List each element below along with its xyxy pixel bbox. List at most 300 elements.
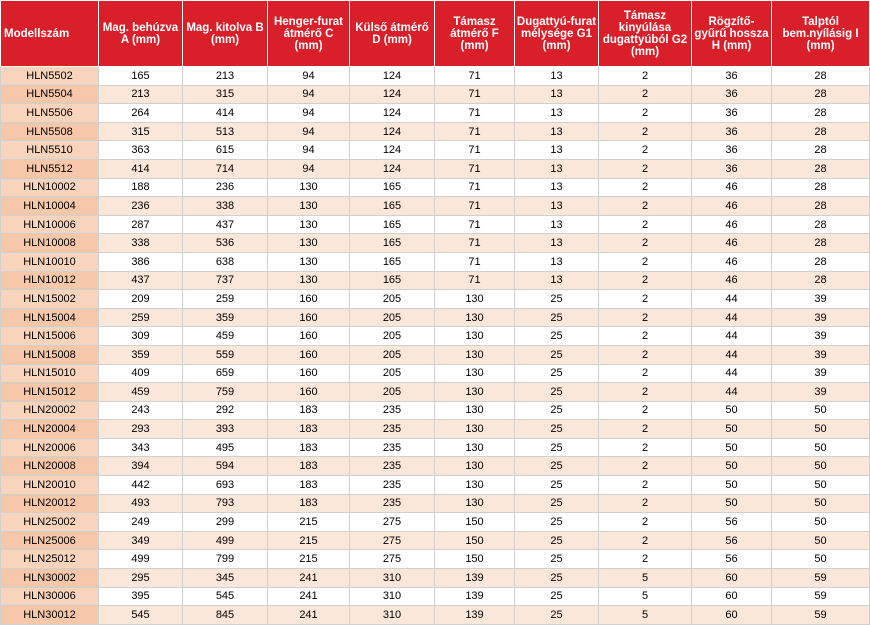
header-row <box>1 1 870 67</box>
table-cell: 215 <box>268 531 350 550</box>
table-cell: 2 <box>599 85 692 104</box>
table-cell: 714 <box>183 159 268 178</box>
table-row <box>1 252 870 271</box>
table-cell: 25 <box>515 420 599 439</box>
table-cell: 130 <box>435 457 515 476</box>
table-cell: 2 <box>599 383 692 402</box>
table-cell: 2 <box>599 67 692 86</box>
table-cell: 215 <box>268 513 350 532</box>
table-cell: 414 <box>183 104 268 123</box>
table-cell: 25 <box>515 476 599 495</box>
table-cell: 499 <box>99 550 183 569</box>
model-number-cell: HLN10006 <box>1 215 99 234</box>
table-cell: 50 <box>692 401 772 420</box>
model-number-cell: HLN5508 <box>1 122 99 141</box>
table-row <box>1 438 870 457</box>
model-number-cell: HLN20010 <box>1 476 99 495</box>
table-cell: 437 <box>99 271 183 290</box>
table-cell: 615 <box>183 141 268 160</box>
table-cell: 124 <box>350 104 435 123</box>
table-cell: 39 <box>772 327 870 346</box>
column-header: Külső átmérő D (mm) <box>350 1 435 67</box>
model-number-cell: HLN20002 <box>1 401 99 420</box>
table-cell: 130 <box>435 308 515 327</box>
table-cell: 293 <box>99 420 183 439</box>
table-row <box>1 401 870 420</box>
table-cell: 2 <box>599 550 692 569</box>
table-row <box>1 476 870 495</box>
table-cell: 50 <box>692 438 772 457</box>
table-cell: 71 <box>435 159 515 178</box>
table-cell: 59 <box>772 606 870 625</box>
table-row <box>1 234 870 253</box>
model-number-cell: HLN20004 <box>1 420 99 439</box>
table-cell: 50 <box>772 476 870 495</box>
table-cell: 545 <box>99 606 183 625</box>
table-cell: 44 <box>692 308 772 327</box>
table-cell: 359 <box>183 308 268 327</box>
table-cell: 28 <box>772 178 870 197</box>
table-cell: 28 <box>772 159 870 178</box>
table-cell: 130 <box>435 383 515 402</box>
table-cell: 60 <box>692 587 772 606</box>
table-cell: 25 <box>515 550 599 569</box>
table-cell: 349 <box>99 531 183 550</box>
table-cell: 165 <box>350 234 435 253</box>
table-cell: 50 <box>772 420 870 439</box>
table-cell: 2 <box>599 327 692 346</box>
table-row <box>1 67 870 86</box>
table-cell: 94 <box>268 159 350 178</box>
model-number-cell: HLN25012 <box>1 550 99 569</box>
model-number-cell: HLN5504 <box>1 85 99 104</box>
table-cell: 459 <box>99 383 183 402</box>
table-row <box>1 271 870 290</box>
table-cell: 2 <box>599 364 692 383</box>
table-cell: 160 <box>268 383 350 402</box>
table-cell: 235 <box>350 476 435 495</box>
table-cell: 693 <box>183 476 268 495</box>
model-number-cell: HLN20012 <box>1 494 99 513</box>
column-header: Talptól bem.nyílásig I (mm) <box>772 1 870 67</box>
table-cell: 25 <box>515 364 599 383</box>
table-cell: 183 <box>268 494 350 513</box>
table-cell: 139 <box>435 587 515 606</box>
table-row <box>1 587 870 606</box>
table-row <box>1 513 870 532</box>
table-cell: 205 <box>350 308 435 327</box>
table-cell: 44 <box>692 290 772 309</box>
table-cell: 386 <box>99 252 183 271</box>
table-cell: 130 <box>435 476 515 495</box>
table-cell: 28 <box>772 85 870 104</box>
table-cell: 2 <box>599 141 692 160</box>
table-cell: 130 <box>435 438 515 457</box>
table-cell: 94 <box>268 104 350 123</box>
table-cell: 205 <box>350 345 435 364</box>
table-cell: 13 <box>515 271 599 290</box>
table-cell: 25 <box>515 587 599 606</box>
table-cell: 359 <box>99 345 183 364</box>
table-cell: 2 <box>599 308 692 327</box>
table-cell: 124 <box>350 67 435 86</box>
model-number-cell: HLN25002 <box>1 513 99 532</box>
table-row <box>1 531 870 550</box>
column-header: Mag. kitolva B (mm) <box>183 1 268 67</box>
table-cell: 545 <box>183 587 268 606</box>
table-row <box>1 215 870 234</box>
table-cell: 44 <box>692 327 772 346</box>
table-cell: 13 <box>515 234 599 253</box>
table-cell: 130 <box>268 252 350 271</box>
table-cell: 28 <box>772 122 870 141</box>
model-number-cell: HLN30012 <box>1 606 99 625</box>
table-cell: 249 <box>99 513 183 532</box>
table-row <box>1 122 870 141</box>
table-cell: 50 <box>772 531 870 550</box>
table-row <box>1 345 870 364</box>
table-cell: 338 <box>99 234 183 253</box>
table-cell: 205 <box>350 364 435 383</box>
model-number-cell: HLN15002 <box>1 290 99 309</box>
table-body <box>1 67 870 625</box>
table-cell: 71 <box>435 234 515 253</box>
table-cell: 39 <box>772 308 870 327</box>
table-cell: 205 <box>350 290 435 309</box>
model-number-cell: HLN15004 <box>1 308 99 327</box>
table-cell: 5 <box>599 569 692 588</box>
table-cell: 130 <box>435 290 515 309</box>
table-cell: 124 <box>350 141 435 160</box>
table-cell: 493 <box>99 494 183 513</box>
table-cell: 235 <box>350 457 435 476</box>
table-cell: 235 <box>350 494 435 513</box>
table-cell: 2 <box>599 513 692 532</box>
table-cell: 241 <box>268 606 350 625</box>
table-cell: 130 <box>435 494 515 513</box>
table-cell: 25 <box>515 308 599 327</box>
table-cell: 25 <box>515 569 599 588</box>
table-cell: 315 <box>183 85 268 104</box>
column-header: Mag. behúzva A (mm) <box>99 1 183 67</box>
table-cell: 94 <box>268 67 350 86</box>
table-cell: 150 <box>435 531 515 550</box>
table-cell: 235 <box>350 420 435 439</box>
table-cell: 13 <box>515 67 599 86</box>
table-cell: 50 <box>772 513 870 532</box>
table-cell: 46 <box>692 178 772 197</box>
table-cell: 393 <box>183 420 268 439</box>
table-cell: 13 <box>515 122 599 141</box>
model-number-cell: HLN5502 <box>1 67 99 86</box>
table-row <box>1 141 870 160</box>
table-cell: 409 <box>99 364 183 383</box>
table-cell: 559 <box>183 345 268 364</box>
table-cell: 165 <box>350 197 435 216</box>
table-cell: 94 <box>268 141 350 160</box>
table-cell: 394 <box>99 457 183 476</box>
table-row <box>1 197 870 216</box>
table-cell: 46 <box>692 197 772 216</box>
table-row <box>1 550 870 569</box>
table-cell: 59 <box>772 569 870 588</box>
table-cell: 25 <box>515 531 599 550</box>
table-cell: 139 <box>435 606 515 625</box>
table-cell: 845 <box>183 606 268 625</box>
table-cell: 46 <box>692 234 772 253</box>
table-cell: 793 <box>183 494 268 513</box>
table-cell: 130 <box>435 345 515 364</box>
table-cell: 44 <box>692 364 772 383</box>
table-cell: 124 <box>350 159 435 178</box>
table-cell: 130 <box>268 178 350 197</box>
table-cell: 292 <box>183 401 268 420</box>
model-number-cell: HLN30002 <box>1 569 99 588</box>
model-number-cell: HLN10004 <box>1 197 99 216</box>
table-row <box>1 327 870 346</box>
table-cell: 499 <box>183 531 268 550</box>
table-cell: 13 <box>515 178 599 197</box>
table-cell: 36 <box>692 85 772 104</box>
table-cell: 50 <box>692 457 772 476</box>
table-cell: 275 <box>350 513 435 532</box>
table-cell: 5 <box>599 587 692 606</box>
table-cell: 71 <box>435 122 515 141</box>
table-cell: 71 <box>435 197 515 216</box>
table-cell: 2 <box>599 345 692 364</box>
table-cell: 130 <box>435 327 515 346</box>
table-cell: 13 <box>515 141 599 160</box>
table-cell: 459 <box>183 327 268 346</box>
table-row <box>1 457 870 476</box>
table-cell: 71 <box>435 85 515 104</box>
table-row <box>1 494 870 513</box>
table-cell: 275 <box>350 550 435 569</box>
table-cell: 495 <box>183 438 268 457</box>
model-number-cell: HLN30006 <box>1 587 99 606</box>
table-cell: 71 <box>435 178 515 197</box>
model-number-cell: HLN10012 <box>1 271 99 290</box>
table-cell: 56 <box>692 550 772 569</box>
table-cell: 25 <box>515 606 599 625</box>
table-cell: 2 <box>599 271 692 290</box>
table-cell: 343 <box>99 438 183 457</box>
table-cell: 160 <box>268 364 350 383</box>
table-cell: 442 <box>99 476 183 495</box>
table-cell: 50 <box>772 550 870 569</box>
table-cell: 287 <box>99 215 183 234</box>
table-cell: 28 <box>772 141 870 160</box>
table-cell: 165 <box>99 67 183 86</box>
table-cell: 25 <box>515 494 599 513</box>
table-cell: 25 <box>515 383 599 402</box>
table-cell: 50 <box>692 420 772 439</box>
table-cell: 2 <box>599 122 692 141</box>
table-cell: 215 <box>268 550 350 569</box>
table-cell: 28 <box>772 234 870 253</box>
table-cell: 130 <box>435 420 515 439</box>
table-cell: 36 <box>692 104 772 123</box>
table-cell: 235 <box>350 438 435 457</box>
table-row <box>1 85 870 104</box>
table-cell: 2 <box>599 420 692 439</box>
table-row <box>1 383 870 402</box>
table-cell: 2 <box>599 234 692 253</box>
table-cell: 295 <box>99 569 183 588</box>
table-cell: 205 <box>350 327 435 346</box>
table-cell: 36 <box>692 67 772 86</box>
table-cell: 513 <box>183 122 268 141</box>
table-cell: 209 <box>99 290 183 309</box>
table-cell: 799 <box>183 550 268 569</box>
table-cell: 124 <box>350 85 435 104</box>
table-cell: 309 <box>99 327 183 346</box>
table-cell: 2 <box>599 457 692 476</box>
table-cell: 25 <box>515 513 599 532</box>
table-cell: 130 <box>268 234 350 253</box>
table-cell: 25 <box>515 401 599 420</box>
table-cell: 71 <box>435 215 515 234</box>
table-cell: 437 <box>183 215 268 234</box>
column-header: Rögzítő-gyűrű hossza H (mm) <box>692 1 772 67</box>
model-number-cell: HLN5512 <box>1 159 99 178</box>
table-cell: 264 <box>99 104 183 123</box>
table-cell: 395 <box>99 587 183 606</box>
table-cell: 44 <box>692 383 772 402</box>
table-cell: 188 <box>99 178 183 197</box>
column-header: Henger-furat átmérő C (mm) <box>268 1 350 67</box>
table-cell: 36 <box>692 159 772 178</box>
table-cell: 160 <box>268 308 350 327</box>
table-cell: 130 <box>435 364 515 383</box>
model-number-cell: HLN20006 <box>1 438 99 457</box>
table-cell: 39 <box>772 345 870 364</box>
table-row <box>1 606 870 625</box>
table-cell: 50 <box>772 494 870 513</box>
table-cell: 124 <box>350 122 435 141</box>
table-cell: 236 <box>183 178 268 197</box>
table-cell: 25 <box>515 290 599 309</box>
table-cell: 310 <box>350 569 435 588</box>
column-header: Dugattyú-furat mélysége G1 (mm) <box>515 1 599 67</box>
table-cell: 2 <box>599 290 692 309</box>
table-cell: 46 <box>692 271 772 290</box>
table-cell: 36 <box>692 122 772 141</box>
table-cell: 39 <box>772 364 870 383</box>
model-number-cell: HLN10008 <box>1 234 99 253</box>
table-cell: 160 <box>268 327 350 346</box>
table-cell: 71 <box>435 67 515 86</box>
table-cell: 25 <box>515 438 599 457</box>
table-cell: 28 <box>772 271 870 290</box>
table-cell: 36 <box>692 141 772 160</box>
table-cell: 25 <box>515 345 599 364</box>
table-cell: 536 <box>183 234 268 253</box>
table-cell: 259 <box>99 308 183 327</box>
table-cell: 150 <box>435 550 515 569</box>
table-cell: 315 <box>99 122 183 141</box>
table-cell: 56 <box>692 513 772 532</box>
table-cell: 39 <box>772 383 870 402</box>
table-cell: 13 <box>515 159 599 178</box>
table-cell: 2 <box>599 197 692 216</box>
table-cell: 2 <box>599 401 692 420</box>
table-cell: 13 <box>515 85 599 104</box>
table-row <box>1 569 870 588</box>
model-number-cell: HLN5510 <box>1 141 99 160</box>
table-cell: 2 <box>599 104 692 123</box>
model-number-cell: HLN15008 <box>1 345 99 364</box>
model-number-cell: HLN25006 <box>1 531 99 550</box>
table-cell: 2 <box>599 178 692 197</box>
table-cell: 139 <box>435 569 515 588</box>
table-cell: 50 <box>772 438 870 457</box>
table-cell: 2 <box>599 476 692 495</box>
table-cell: 737 <box>183 271 268 290</box>
table-cell: 56 <box>692 531 772 550</box>
table-cell: 160 <box>268 290 350 309</box>
table-cell: 235 <box>350 401 435 420</box>
table-cell: 759 <box>183 383 268 402</box>
table-cell: 130 <box>268 215 350 234</box>
table-cell: 183 <box>268 438 350 457</box>
model-number-cell: HLN15012 <box>1 383 99 402</box>
table-cell: 183 <box>268 420 350 439</box>
table-cell: 50 <box>692 494 772 513</box>
table-cell: 46 <box>692 215 772 234</box>
table-row <box>1 364 870 383</box>
table-cell: 13 <box>515 252 599 271</box>
table-cell: 183 <box>268 401 350 420</box>
table-cell: 659 <box>183 364 268 383</box>
table-cell: 50 <box>772 401 870 420</box>
model-number-cell: HLN15010 <box>1 364 99 383</box>
table-cell: 213 <box>99 85 183 104</box>
table-cell: 275 <box>350 531 435 550</box>
table-cell: 50 <box>772 457 870 476</box>
table-cell: 363 <box>99 141 183 160</box>
table-cell: 59 <box>772 587 870 606</box>
table-cell: 28 <box>772 67 870 86</box>
table-cell: 165 <box>350 215 435 234</box>
model-number-cell: HLN5506 <box>1 104 99 123</box>
table-cell: 94 <box>268 85 350 104</box>
table-cell: 130 <box>268 271 350 290</box>
table-cell: 2 <box>599 215 692 234</box>
table-cell: 183 <box>268 457 350 476</box>
table-cell: 50 <box>692 476 772 495</box>
column-header: Támasz kinyúlása dugattyúból G2 (mm) <box>599 1 692 67</box>
model-number-cell: HLN20008 <box>1 457 99 476</box>
table-cell: 28 <box>772 215 870 234</box>
table-row <box>1 308 870 327</box>
table-cell: 28 <box>772 104 870 123</box>
table-cell: 165 <box>350 252 435 271</box>
table-cell: 243 <box>99 401 183 420</box>
table-cell: 241 <box>268 587 350 606</box>
table-cell: 25 <box>515 457 599 476</box>
table-cell: 25 <box>515 327 599 346</box>
table-cell: 165 <box>350 271 435 290</box>
table-cell: 94 <box>268 122 350 141</box>
table-cell: 60 <box>692 606 772 625</box>
table-row <box>1 290 870 309</box>
table-cell: 241 <box>268 569 350 588</box>
table-cell: 13 <box>515 215 599 234</box>
model-number-cell: HLN10002 <box>1 178 99 197</box>
table-cell: 205 <box>350 383 435 402</box>
table-cell: 2 <box>599 531 692 550</box>
